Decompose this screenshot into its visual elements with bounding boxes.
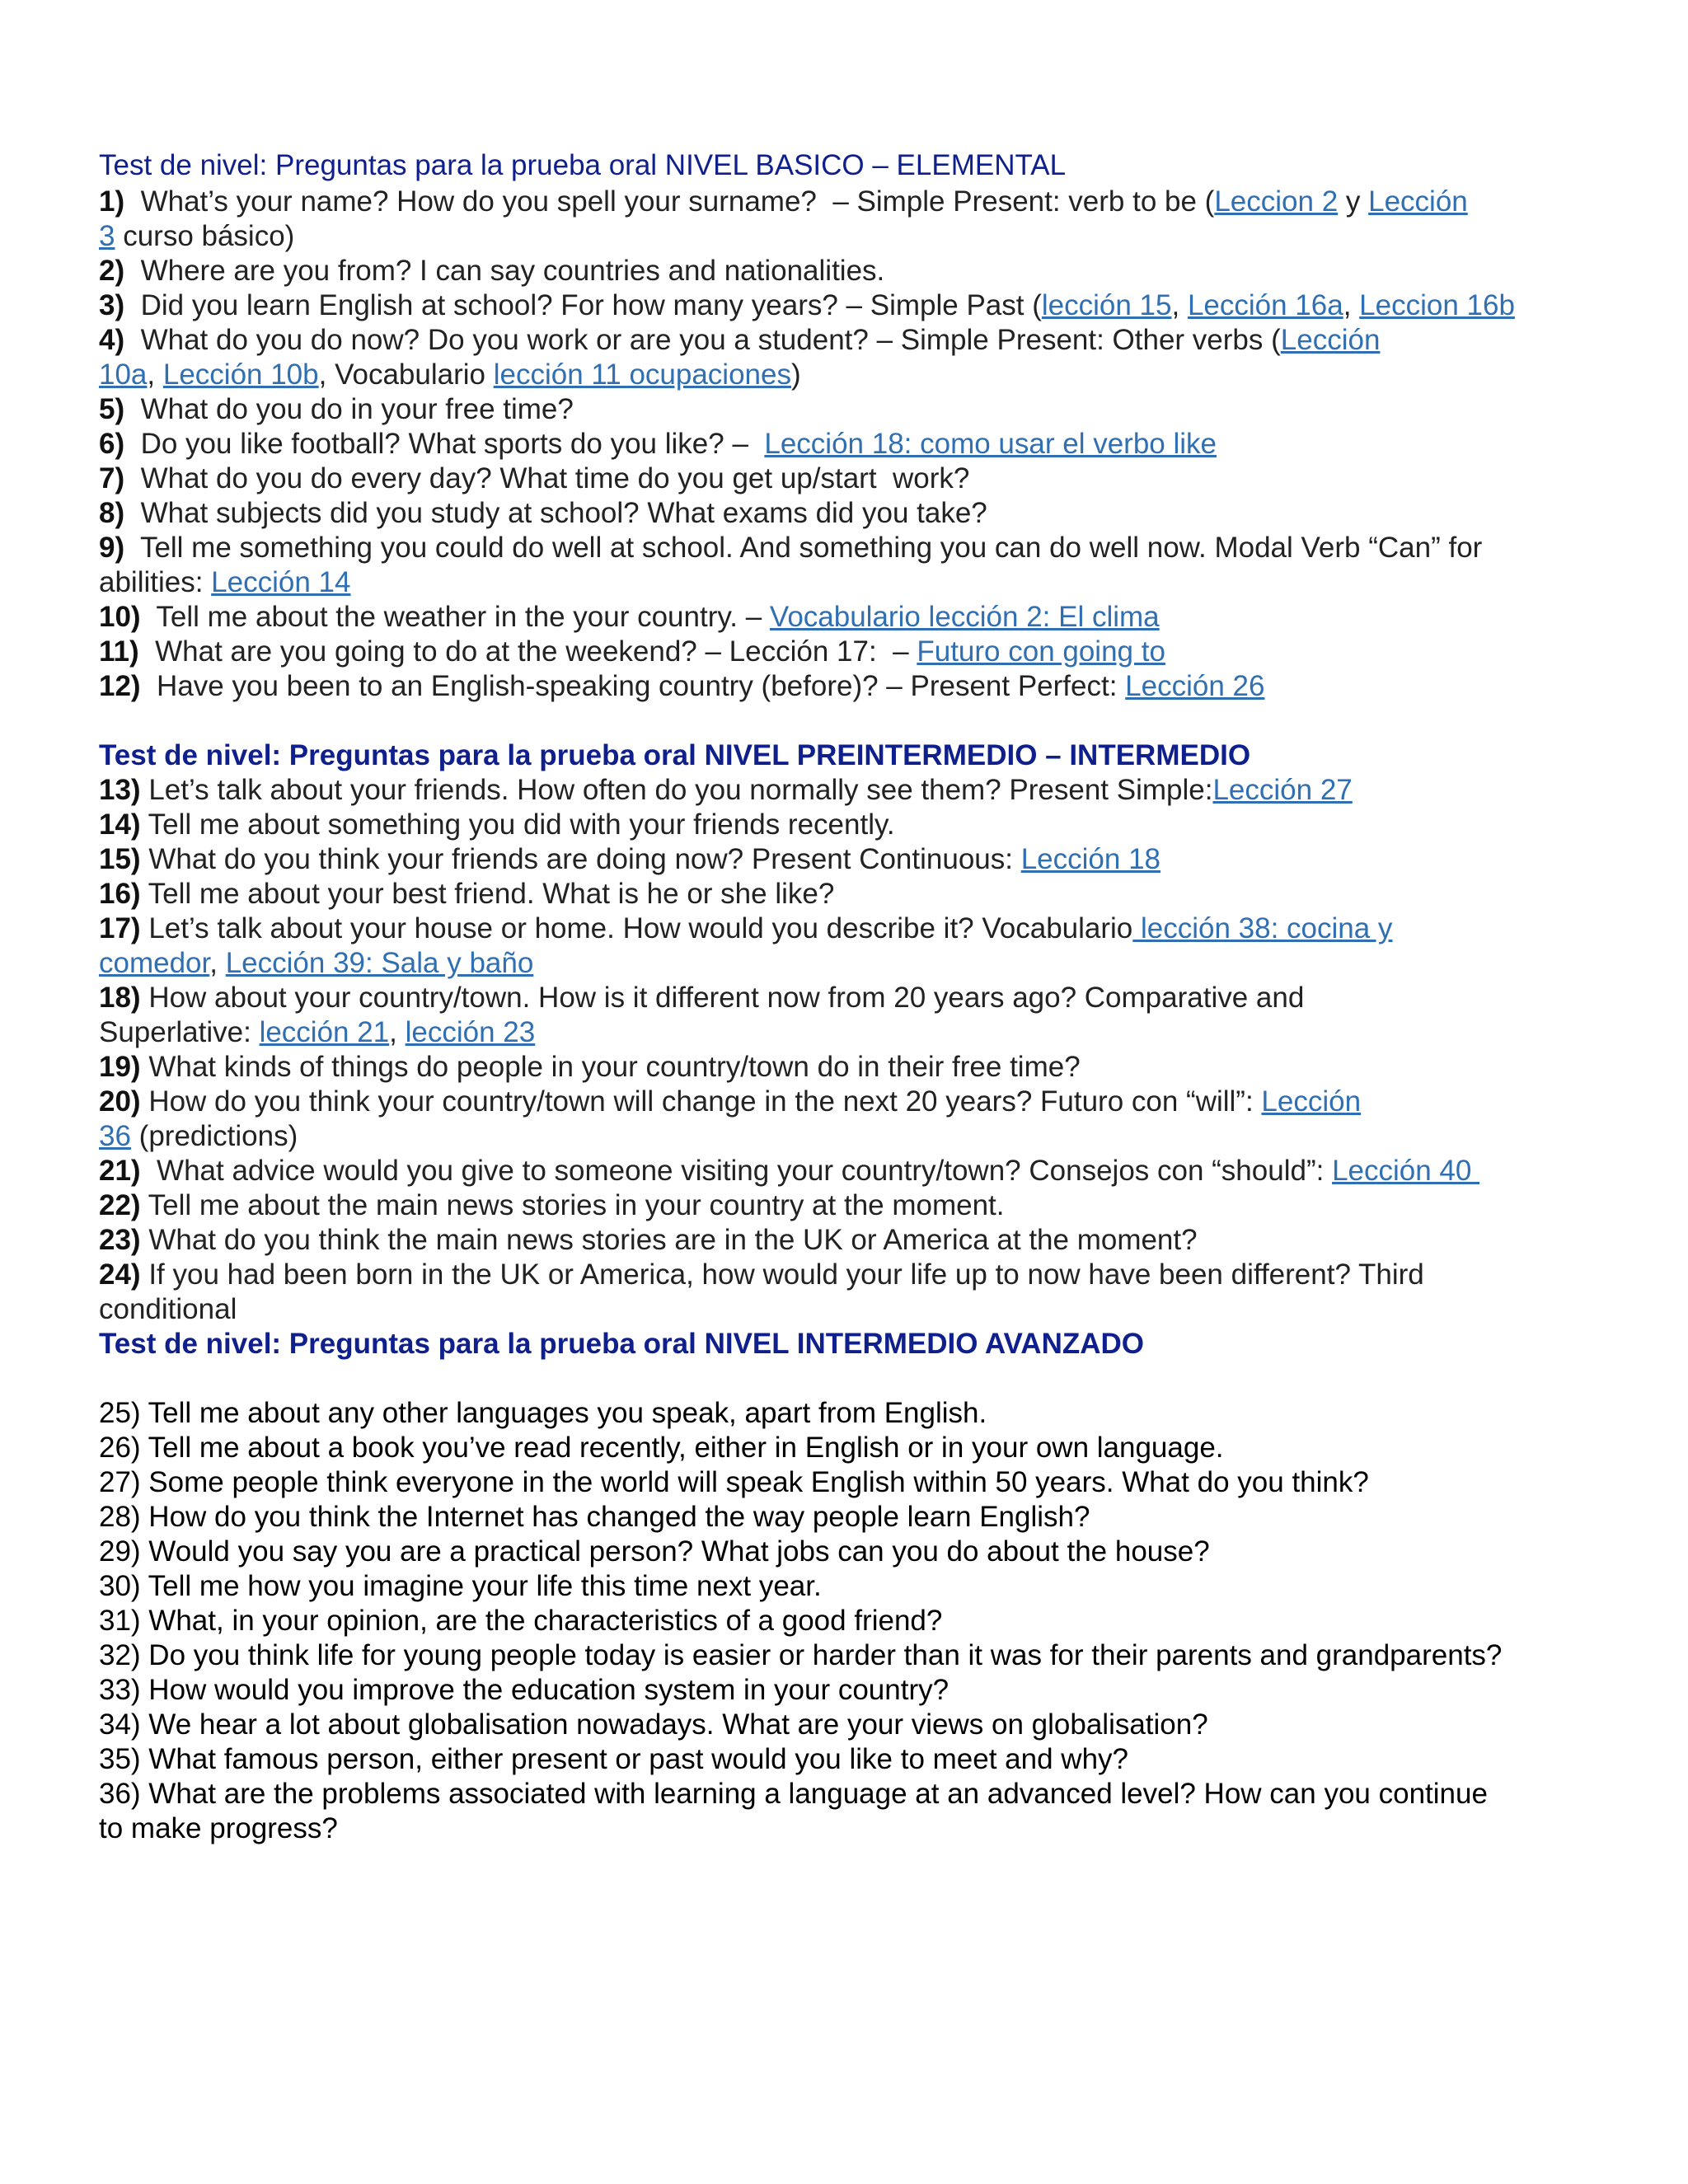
question-line [99,1465,1599,1500]
question-list-preintermediate [99,773,1599,1327]
lesson-link[interactable]: Lección 16a [1187,289,1343,321]
question-text: (predictions) [130,1120,298,1152]
question-number: 21) [99,1155,141,1187]
question-list-basic [99,185,1599,704]
lesson-link[interactable]: Leccion 16b [1359,289,1515,321]
lesson-link[interactable]: Futuro con going to [917,635,1165,668]
lesson-link[interactable]: Leccion 2 [1214,185,1339,218]
question-text: Where are you from? I can say countries and nationalities. [124,255,885,287]
question-text: What do you think the main news stories are in the UK or America at the moment? [140,1224,1198,1256]
question-text: What do you think your friends are doing now? Present Continuous: [140,843,1021,875]
question-number: 15) [99,843,141,875]
question-text: 36) What are the problems associated with learning a language at an advanced level? How can you continue [99,1778,1488,1810]
spacer [99,704,1599,738]
question-line [99,1500,1599,1535]
section-heading-preintermediate: Test de nivel: Preguntas para la prueba oral NIVEL PREINTERMEDIO – INTERMEDIO [99,739,1251,771]
question-line [99,1154,1599,1188]
lesson-link[interactable]: Lección [1261,1085,1362,1118]
question-text: What’s your name? How do you spell your surname? – Simple Present: verb to be ( [124,185,1215,218]
question-line [99,1673,1599,1708]
question-text: What advice would you give to someone visiting your country/town? Consejos con “should”: [140,1155,1333,1187]
lesson-link[interactable]: Lección 26 [1125,670,1265,702]
question-list-advanced [99,1396,1599,1846]
question-number: 18) [99,982,141,1014]
question-line [99,1085,1599,1119]
question-line [99,1396,1599,1431]
question-line [99,1015,1599,1050]
question-line [99,773,1599,808]
lesson-link[interactable]: Lección 39: Sala y baño [225,947,534,979]
lesson-link[interactable]: Lección 18 [1020,843,1161,875]
question-text: Do you like football? What sports do you like? – [124,428,765,460]
lesson-link[interactable]: Lección 18: como usar el verbo like [764,428,1217,460]
question-text: y [1338,185,1369,218]
question-text: Tell me about your best friend. What is he or she like? [140,878,835,910]
question-number: 14) [99,808,141,841]
question-number: 10) [99,601,141,633]
lesson-link[interactable]: lección 11 ocupaciones [493,359,791,391]
question-number: 24) [99,1258,141,1291]
question-number: 20) [99,1085,141,1118]
question-text: Tell me something you could do well at school. And something you can do well now. Modal Verb “Can” for [124,532,1483,564]
question-text: If you had been born in the UK or America, how would your life up to now have been different? Third [140,1258,1424,1291]
question-line [99,635,1599,669]
question-line [99,600,1599,635]
question-text: What subjects did you study at school? What exams did you take? [124,497,987,529]
question-number: 12) [99,670,141,702]
question-number: 11) [99,635,139,668]
lesson-link[interactable]: Lección [1368,185,1468,218]
question-number: 3) [99,289,125,321]
section-heading-basic: Test de nivel: Preguntas para la prueba oral NIVEL BASICO – ELEMENTAL [99,149,1067,181]
question-line [99,1708,1599,1742]
question-text: Have you been to an English-speaking country (before)? – Present Perfect: [140,670,1126,702]
question-line [99,1119,1599,1154]
lesson-link[interactable]: lección 21 [259,1016,390,1048]
question-number: 7) [99,462,125,494]
question-number: 1) [99,185,125,218]
question-number: 23) [99,1224,141,1256]
lesson-link[interactable]: Lección 10b [162,359,319,391]
question-line [99,185,1599,219]
question-line [99,288,1599,323]
question-line [99,1777,1599,1811]
question-line [99,1742,1599,1777]
question-line [99,358,1599,392]
question-text: 27) Some people think everyone in the world will speak English within 50 years. What do you think? [99,1466,1369,1498]
lesson-link[interactable]: Lección [1280,324,1381,356]
question-text: 29) Would you say you are a practical person? What jobs can you do about the house? [99,1535,1210,1568]
question-line [99,842,1599,877]
lesson-link[interactable]: 3 [99,220,115,252]
question-line [99,392,1599,427]
lesson-link[interactable]: Vocabulario lección 2: El clima [769,601,1160,633]
question-line [99,254,1599,288]
lesson-link[interactable]: 10a [99,359,148,391]
lesson-link[interactable]: lección 23 [405,1016,536,1048]
question-line [99,1431,1599,1465]
question-text: Did you learn English at school? For how many years? – Simple Past ( [124,289,1042,321]
question-text: What do you do in your free time? [124,393,574,425]
question-text: , [1171,289,1188,321]
question-text: What kinds of things do people in your country/town do in their free time? [140,1051,1081,1083]
lesson-link[interactable]: 36 [99,1120,131,1152]
question-line [99,912,1599,946]
question-text: Let’s talk about your house or home. How would you describe it? Vocabulario [140,912,1133,944]
question-number: 6) [99,428,125,460]
question-text: 35) What famous person, either present or past would you like to meet and why? [99,1743,1128,1775]
question-line [99,462,1599,496]
question-number: 2) [99,255,125,287]
question-line [99,1604,1599,1638]
question-text: Tell me about something you did with your friends recently. [140,808,895,841]
question-text: How about your country/town. How is it different now from 20 years ago? Comparative and [140,982,1305,1014]
question-line [99,427,1599,462]
question-text: 30) Tell me how you imagine your life this time next year. [99,1570,822,1602]
question-number: 22) [99,1189,141,1221]
question-line [99,1535,1599,1569]
question-line [99,1292,1599,1327]
question-line [99,1188,1599,1223]
question-line [99,877,1599,912]
question-text: What are you going to do at the weekend? – Lección 17: – [138,635,917,668]
question-line [99,219,1599,254]
question-text: What do you do now? Do you work or are you a student? – Simple Present: Other verbs ( [124,324,1281,356]
lesson-link[interactable]: lección 38: cocina y [1132,912,1393,944]
question-number: 5) [99,393,125,425]
question-text: Let’s talk about your friends. How often do you normally see them? Present Simple: [140,774,1213,806]
question-number: 19) [99,1051,141,1083]
question-text: conditional [99,1293,237,1325]
question-line [99,1223,1599,1258]
question-line [99,531,1599,565]
lesson-link[interactable]: Lección 40 [1332,1155,1480,1187]
question-text: 32) Do you think life for young people today is easier or harder than it was for their parents and grandparents? [99,1639,1503,1671]
question-line [99,1638,1599,1673]
question-text: 34) We hear a lot about globalisation nowadays. What are your views on globalisation? [99,1708,1208,1741]
question-text: 28) How do you think the Internet has changed the way people learn English? [99,1501,1090,1533]
question-line [99,1569,1599,1604]
lesson-link[interactable]: Lección 14 [211,566,351,598]
question-number: 9) [99,532,125,564]
question-line [99,565,1599,600]
question-number: 13) [99,774,141,806]
question-number: 8) [99,497,125,529]
section-heading-advanced: Test de nivel: Preguntas para la prueba oral NIVEL INTERMEDIO AVANZADO [99,1328,1145,1360]
question-text: Superlative: [99,1016,260,1048]
question-line [99,1258,1599,1292]
question-line [99,946,1599,981]
question-text: , [389,1016,406,1048]
lesson-link[interactable]: Lección 27 [1212,774,1353,806]
question-line [99,1811,1599,1846]
spacer [99,1361,1599,1396]
question-text: 25) Tell me about any other languages you speak, apart from English. [99,1397,987,1429]
question-text: 31) What, in your opinion, are the characteristics of a good friend? [99,1605,943,1637]
question-text: Tell me about the main news stories in your country at the moment. [140,1189,1005,1221]
question-text: 33) How would you improve the education system in your country? [99,1674,950,1706]
question-line [99,496,1599,531]
question-text: abilities: [99,566,212,598]
question-number: 16) [99,878,141,910]
lesson-link[interactable]: lección 15 [1041,289,1172,321]
lesson-link[interactable]: comedor [99,947,210,979]
question-line [99,1050,1599,1085]
question-text: , [1343,289,1360,321]
question-text: 26) Tell me about a book you’ve read recently, either in English or in your own language. [99,1432,1224,1464]
question-text: How do you think your country/town will change in the next 20 years? Futuro con “will”: [140,1085,1262,1118]
question-text: What do you do every day? What time do you get up/start work? [124,462,970,494]
question-text: curso básico) [115,220,295,252]
question-text: , [209,947,226,979]
question-line [99,323,1599,358]
question-line [99,669,1599,704]
question-number: 17) [99,912,141,944]
question-text: , [147,359,163,391]
question-line [99,981,1599,1015]
question-text: to make progress? [99,1812,338,1844]
document-page [99,148,1599,1846]
question-text: Tell me about the weather in the your country. – [140,601,770,633]
question-text: ) [790,359,801,391]
question-line [99,808,1599,842]
question-number: 4) [99,324,125,356]
question-text: , Vocabulario [318,359,494,391]
